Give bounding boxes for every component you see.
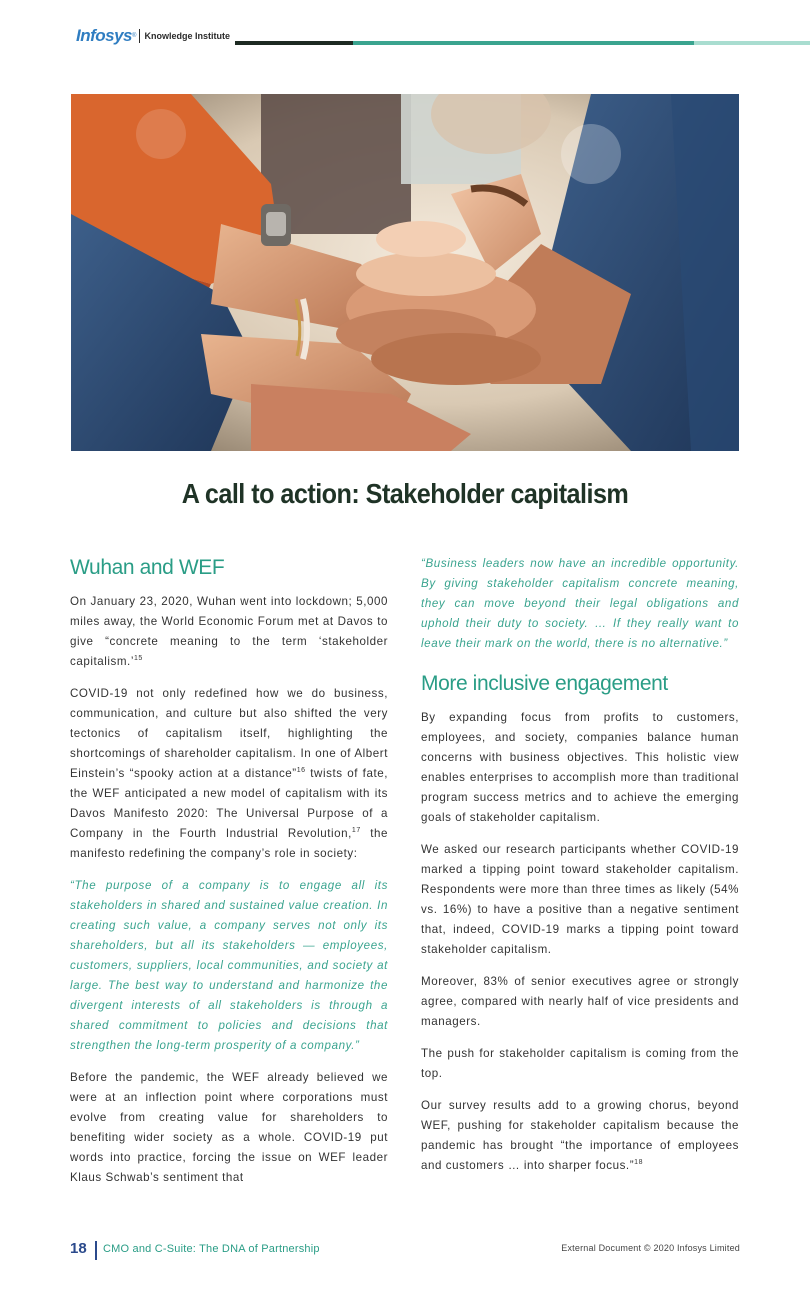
infosys-logo: Infosys ® Knowledge Institute (76, 26, 230, 45)
left-column (70, 556, 388, 1200)
pull-quote: “The purpose of a company is to engage all its stakeholders in shared and sustained value creation. In creating such value, a company serves not only its shareholders, but all its stakeholders — employees, customers, suppliers, local communities, and society at large. The best way to understand and harmonize the divergent interests of all stakeholders is through a shared commitment to policies and decisions that strengthen the long-term prosperity of a company.” (70, 879, 388, 1052)
paragraph (70, 592, 388, 672)
right-column (421, 554, 739, 1188)
paragraph-text: On January 23, 2020, Wuhan went into lockdown; 5,000 miles away, the World Economic Forum met at Davos to give “concrete meaning to the term ‘stakeholder capitalism.’ (70, 595, 388, 668)
paragraph: Before the pandemic, the WEF already believed we were at an inflection point where corporations must evolve from creating value for shareholders to benefiting wider society as a whole. COVID-19 put words into practice, forcing the issue on WEF leader Klaus Schwab’s sentiment that (70, 1071, 388, 1184)
page-footer (70, 1240, 740, 1262)
footnote-ref[interactable]: 17 (351, 827, 361, 835)
hero-image (71, 94, 739, 451)
paragraph: By expanding focus from profits to customers, employees, and society, companies balance human concerns with business objectives. This holistic view enables enterprises to accomplish more than traditional program success metrics and to achieve the emerging goals of stakeholder capitalism. (421, 711, 739, 824)
paragraph-text: COVID-19 not only redefined how we do business, communication, and culture but also shifted the very tectonics of capitalism itself, highlighting the shortcomings of shareholder capitalism. In one of Albert Einstein’s “spooky action at a distance” (70, 687, 388, 780)
logo-subtitle: Knowledge Institute (144, 31, 230, 41)
footnote-ref[interactable]: 15 (133, 655, 143, 663)
paragraph (421, 1096, 739, 1176)
pull-quote: “Business leaders now have an incredible opportunity. By giving stakeholder capitalism concrete meaning, they can move beyond their legal obligations and uphold their duty to society. … If they really want to leave their mark on the world, there is no alternative.” (421, 557, 739, 650)
footnote-ref[interactable]: 16 (296, 767, 306, 775)
logo-divider (139, 29, 140, 43)
copyright-notice: External Document © 2020 Infosys Limited (561, 1243, 740, 1253)
section-heading-wuhan: Wuhan and WEF (70, 556, 225, 579)
header-bar-dark (235, 41, 353, 45)
paragraph-text: Our survey results add to a growing chorus, beyond WEF, pushing for stakeholder capitalism because the pandemic has brought “the importance of employees and customers … into sharper focus.” (421, 1099, 739, 1172)
header-bar-green (353, 41, 694, 45)
page-header (0, 0, 810, 60)
publication-title: CMO and C-Suite: The DNA of Partnership (103, 1243, 320, 1255)
paragraph-text: twists of fate, the WEF anticipated a new model of capitalism with its Davos Manifesto 2020: The Universal Purpose of a Company in the Fourth Industrial Revolution, (70, 767, 388, 840)
page-title: A call to action: Stakeholder capitalism (181, 478, 629, 509)
paragraph (70, 684, 388, 864)
paragraph: The push for stakeholder capitalism is coming from the top. (421, 1047, 739, 1080)
page-number: 18 (70, 1240, 87, 1257)
logo-brand: Infosys (76, 26, 133, 45)
footnote-ref[interactable]: 18 (634, 1159, 644, 1167)
paragraph-text: the manifesto redefining the company’s role in society: (70, 827, 388, 860)
section-heading-engagement: More inclusive engagement (421, 672, 668, 695)
header-bar-light (694, 41, 810, 45)
paragraph: We asked our research participants whether COVID-19 marked a tipping point toward stakeholder capitalism. Respondents were more than three times as likely (54% vs. 16%) to have a positive than a negative sentiment that, indeed, COVID-19 marks a tipping point toward stakeholder capitalism. (421, 843, 739, 956)
footer-divider (95, 1241, 97, 1260)
paragraph: Moreover, 83% of senior executives agree or strongly agree, compared with nearly half of vice presidents and managers. (421, 975, 739, 1028)
